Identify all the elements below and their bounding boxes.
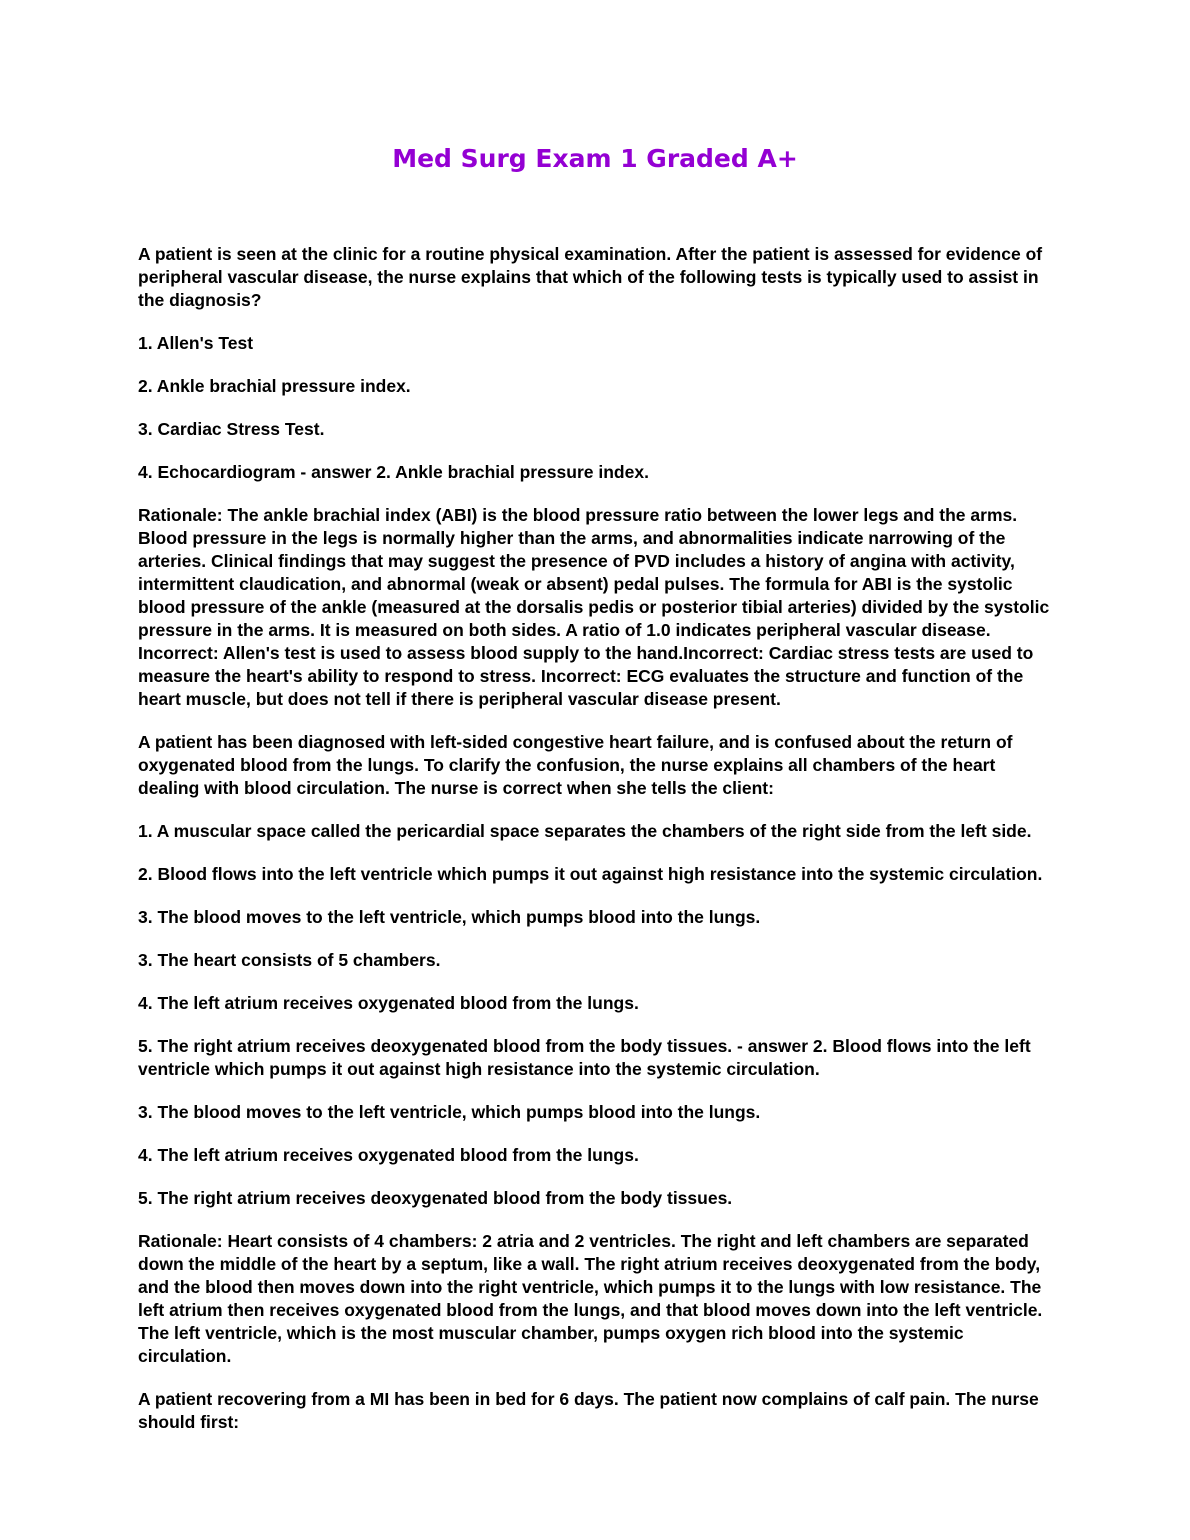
page-title: Med Surg Exam 1 Graded A+ (392, 144, 798, 173)
question-1-option-1: 1. Allen's Test (138, 333, 254, 353)
question-2-option-2: 2. Blood flows into the left ventricle which pumps it out against high resistance into the systemic circulation. (138, 864, 1043, 884)
question-2-option-3: 3. The blood moves to the left ventricle, which pumps blood into the lungs. (138, 907, 761, 927)
question-2-option-5-answer: 5. The right atrium receives deoxygenated blood from the body tissues. - answer 2. Blood flows into the left ventricle which pumps it out against high resistance into the systemic circulation. (138, 1036, 1031, 1079)
question-2-answer-item-3: 3. The blood moves to the left ventricle, which pumps blood into the lungs. (138, 1102, 761, 1122)
question-1-stem: A patient is seen at the clinic for a routine physical examination. After the patient is assessed for evidence of peripheral vascular disease, the nurse explains that which of the following tests is typically used to assist in the diagnosis? (138, 244, 1043, 310)
question-1-rationale: Rationale: The ankle brachial index (ABI) is the blood pressure ratio between the lower legs and the arms. Blood pressure in the legs is normally higher than the arms, and abnormalities indicate narrowing of the arteries. Clinical findings that may suggest the presence of PVD includes a history of angina with activity, intermittent claudication, and abnormal (weak or absent) pedal pulses. The formula for ABI is the systolic blood pressure of the ankle (measured at the dorsalis pedis or posterior tibial arteries) divided by the systolic pressure in the arms. It is measured on both sides. A ratio of 1.0 indicates peripheral vascular disease. Incorrect: Allen's test is used to assess blood supply to the hand.Incorrect: Cardiac stress tests are used to measure the heart's ability to respond to stress. Incorrect: ECG evaluates the structure and function of the heart muscle, but does not tell if there is peripheral vascular disease present. (138, 505, 1050, 709)
question-2-option-1: 1. A muscular space called the pericardial space separates the chambers of the right side from the left side. (138, 821, 1032, 841)
document-body (138, 243, 1058, 1454)
question-2-option-4: 4. The left atrium receives oxygenated blood from the lungs. (138, 993, 639, 1013)
question-1-option-4-answer: 4. Echocardiogram - answer 2. Ankle brachial pressure index. (138, 462, 649, 482)
question-2-option-3b: 3. The heart consists of 5 chambers. (138, 950, 441, 970)
question-2-stem: A patient has been diagnosed with left-sided congestive heart failure, and is confused about the return of oxygenated blood from the lungs. To clarify the confusion, the nurse explains all chambers of the heart dealing with blood circulation. The nurse is correct when she tells the client: (138, 732, 1013, 798)
question-2-answer-item-5: 5. The right atrium receives deoxygenated blood from the body tissues. (138, 1188, 733, 1208)
question-1-option-2: 2. Ankle brachial pressure index. (138, 376, 411, 396)
question-2-rationale: Rationale: Heart consists of 4 chambers: 2 atria and 2 ventricles. The right and left chambers are separated down the middle of the heart by a septum, like a wall. The right atrium receives deoxygenated from the body, and the blood then moves down into the right ventricle, which pumps it to the lungs with low resistance. The left atrium then receives oxygenated blood from the lungs, and that blood moves down into the left ventricle. The left ventricle, which is the most muscular chamber, pumps oxygen rich blood into the systemic circulation. (138, 1231, 1043, 1366)
question-1-option-3: 3. Cardiac Stress Test. (138, 419, 325, 439)
question-3-stem: A patient recovering from a MI has been in bed for 6 days. The patient now complains of calf pain. The nurse should first: (138, 1389, 1039, 1432)
question-2-answer-item-4: 4. The left atrium receives oxygenated blood from the lungs. (138, 1145, 639, 1165)
